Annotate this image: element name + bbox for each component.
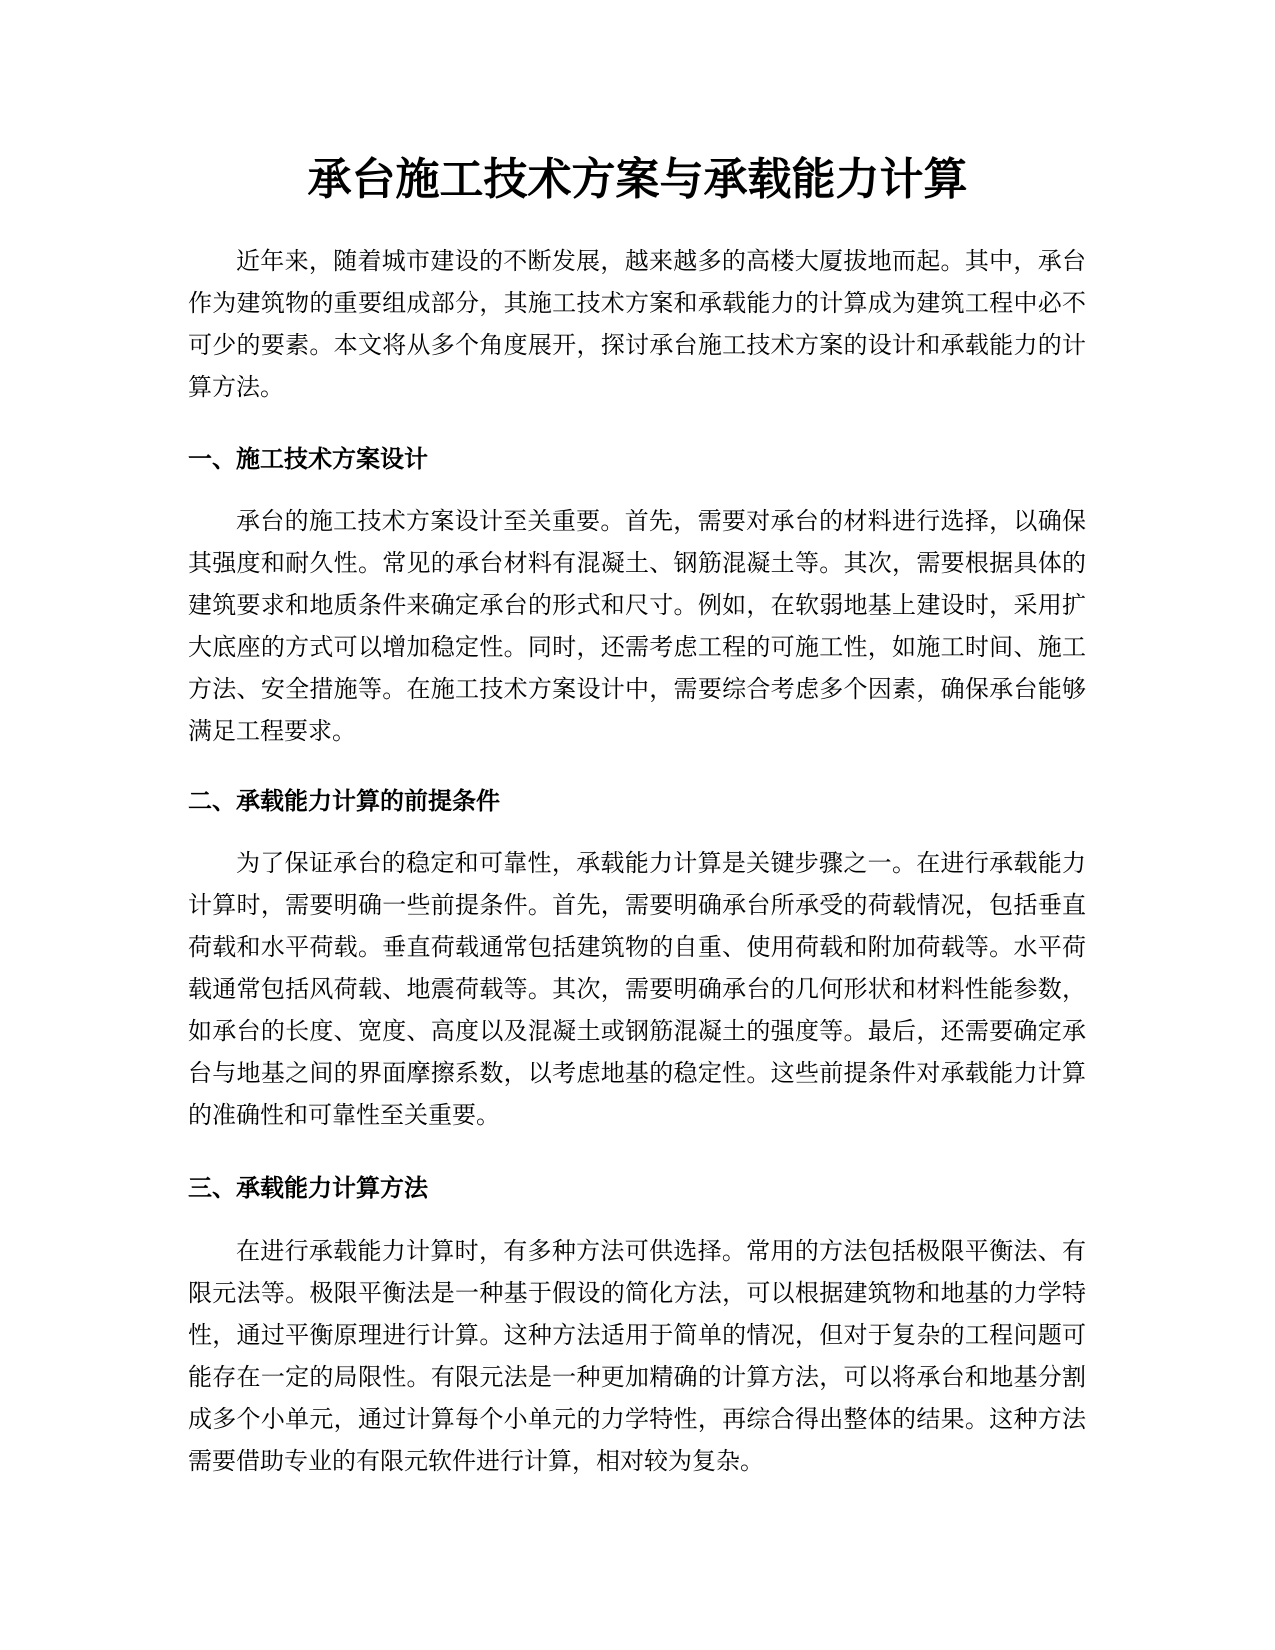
section-3-heading: 三、承载能力计算方法 (188, 1174, 428, 1202)
section-1-heading: 一、施工技术方案设计 (188, 445, 428, 473)
intro-paragraph: 近年来，随着城市建设的不断发展，越来越多的高楼大厦拔地而起。其中，承台作为建筑物的重要组成部分，其施工技术方案和承载能力的计算成为建筑工程中必不可少的要素。本文将从多个角度展开，探讨承台施工技术方案的设计和承载能力的计算方法。 (188, 247, 1086, 401)
section-2-heading: 二、承载能力计算的前提条件 (188, 787, 500, 815)
document-title: 承台施工技术方案与承载能力计算 (307, 154, 968, 205)
section-3-paragraph: 在进行承载能力计算时，有多种方法可供选择。常用的方法包括极限平衡法、有限元法等。极限平衡法是一种基于假设的简化方法，可以根据建筑物和地基的力学特性，通过平衡原理进行计算。这种方法适用于简单的情况，但对于复杂的工程问题可能存在一定的局限性。有限元法是一种更加精确的计算方法，可以将承台和地基分割成多个小单元，通过计算每个小单元的力学特性，再综合得出整体的结果。这种方法需要借助专业的有限元软件进行计算，相对较为复杂。 (188, 1237, 1086, 1475)
section-1-paragraph: 承台的施工技术方案设计至关重要。首先，需要对承台的材料进行选择，以确保其强度和耐久性。常见的承台材料有混凝土、钢筋混凝土等。其次，需要根据具体的建筑要求和地质条件来确定承台的形式和尺寸。例如，在软弱地基上建设时，采用扩大底座的方式可以增加稳定性。同时，还需考虑工程的可施工性，如施工时间、施工方法、安全措施等。在施工技术方案设计中，需要综合考虑多个因素，确保承台能够满足工程要求。 (188, 507, 1086, 745)
section-2-paragraph: 为了保证承台的稳定和可靠性，承载能力计算是关键步骤之一。在进行承载能力计算时，需要明确一些前提条件。首先，需要明确承台所承受的荷载情况，包括垂直荷载和水平荷载。垂直荷载通常包括建筑物的自重、使用荷载和附加荷载等。水平荷载通常包括风荷载、地震荷载等。其次，需要明确承台的几何形状和材料性能参数，如承台的长度、宽度、高度以及混凝土或钢筋混凝土的强度等。最后，还需要确定承台与地基之间的界面摩擦系数，以考虑地基的稳定性。这些前提条件对承载能力计算的准确性和可靠性至关重要。 (188, 849, 1086, 1129)
